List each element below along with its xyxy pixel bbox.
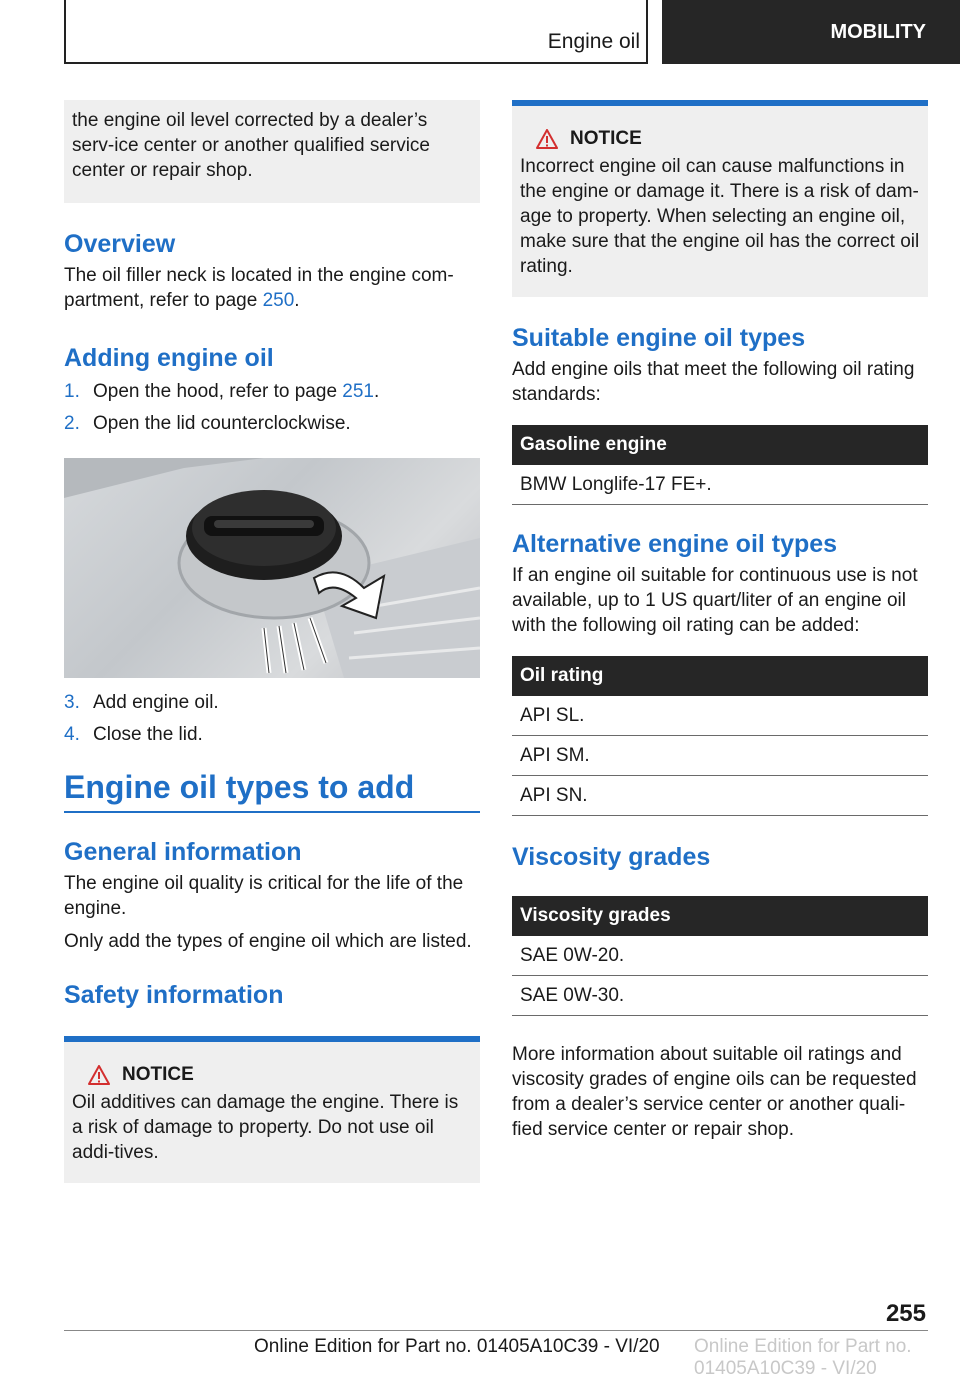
warning-triangle-icon (88, 1065, 110, 1085)
table-row: SAE 0W-20. (512, 936, 928, 976)
suitable-heading: Suitable engine oil types (512, 324, 806, 352)
alternative-heading: Alternative engine oil types (512, 530, 838, 558)
general-section (64, 837, 480, 954)
footer-watermark: Online Edition for Part no. 01405A10C39 - VI/20 (694, 1336, 912, 1379)
adding-section (64, 343, 480, 436)
viscosity-table (512, 896, 928, 1016)
step-text: Add engine oil. (93, 692, 219, 713)
table-row: BMW Longlife-17 FE+. (512, 465, 928, 505)
steps-list-b (64, 690, 480, 747)
alternative-section (512, 529, 928, 638)
step-text: Close the lid. (93, 724, 203, 745)
header-chapter-label: MOBILITY (830, 20, 926, 43)
overview-text (64, 263, 480, 313)
left-column (64, 100, 480, 1183)
general-heading: General information (64, 838, 302, 866)
types-heading: Engine oil types to add (64, 769, 415, 805)
step-number: 2. (64, 413, 80, 434)
oil-notice-text: Incorrect engine oil can cause malfunctions in the engine or damage it. There is a risk of dam‐age to property. When selecting an engine oil, make sure that the engine oil has the correct oil rating. (520, 156, 920, 277)
overview-text-prefix: The oil filler neck is located in the engine com‐partment, refer to page (64, 265, 454, 311)
oil-notice-title-row (536, 128, 920, 150)
right-column (512, 100, 928, 1142)
suitable-text: Add engine oils that meet the following oil rating standards: (512, 359, 915, 405)
footer-divider (64, 1330, 928, 1331)
safety-section (64, 980, 480, 1010)
more-info-text: More information about suitable oil ratings and viscosity grades of engine oils can be requested from a dealer’s service center or another quali‐fied service center or repair shop. (512, 1044, 917, 1140)
oil-rating-table-header: Oil rating (512, 656, 928, 696)
page-link-250[interactable]: 250 (262, 290, 295, 311)
viscosity-section (512, 842, 928, 872)
step-number: 4. (64, 724, 80, 745)
step-text-body: Open the hood, refer to page (93, 381, 343, 402)
general-text-2: Only add the types of engine oil which are listed. (64, 931, 472, 952)
adding-heading: Adding engine oil (64, 344, 274, 372)
table-row: SAE 0W-30. (512, 976, 928, 1016)
steps-list-a (64, 379, 480, 436)
oil-filler-cap-illustration (64, 458, 480, 678)
list-item (64, 690, 480, 715)
alternative-text: If an engine oil suitable for continuous use is not available, up to 1 US quart/liter of an engine oil with the following oil rating can be added: (512, 565, 918, 636)
suitable-section (512, 323, 928, 407)
intro-note (64, 100, 480, 203)
viscosity-heading: Viscosity grades (512, 843, 711, 871)
oil-notice (512, 100, 928, 297)
gasoline-engine-table (512, 425, 928, 505)
list-item (64, 722, 480, 747)
oil-rating-table (512, 656, 928, 816)
warning-triangle-icon (536, 129, 558, 149)
safety-notice-text: Oil additives can damage the engine. There is a risk of damage to property. Do not use oil addi‐tives. (72, 1092, 459, 1163)
table-row: API SL. (512, 696, 928, 736)
oil-cap-drawing (64, 458, 480, 678)
table-row: API SM. (512, 736, 928, 776)
list-item (64, 411, 480, 436)
viscosity-table-header: Viscosity grades (512, 896, 928, 936)
overview-heading: Overview (64, 230, 176, 258)
list-item (64, 379, 480, 404)
footer-edition-text: Online Edition for Part no. 01405A10C39 - VI/20 (254, 1336, 660, 1357)
step-text (93, 379, 379, 404)
safety-heading: Safety information (64, 981, 284, 1009)
step-number: 3. (64, 692, 80, 713)
overview-text-suffix: . (294, 290, 300, 311)
safety-notice-title-row (88, 1064, 472, 1086)
step-text-suffix: . (374, 381, 380, 402)
gasoline-table-header: Gasoline engine (512, 425, 928, 465)
page-link-251[interactable]: 251 (342, 381, 374, 402)
intro-note-text: the engine oil level corrected by a dealer’s serv‐ice center or another qualified service center or repair shop. (72, 110, 431, 181)
table-row: API SN. (512, 776, 928, 816)
overview-section (64, 229, 480, 313)
safety-notice (64, 1036, 480, 1183)
header-chapter-tab (662, 0, 960, 64)
types-heading-wrap (64, 767, 480, 813)
header-section-title: Engine oil (547, 30, 640, 53)
page-number: 255 (885, 1300, 926, 1327)
general-text-1: The engine oil quality is critical for the life of the engine. (64, 873, 464, 919)
oil-notice-title: NOTICE (570, 128, 642, 149)
safety-notice-title: NOTICE (122, 1064, 194, 1085)
step-text: Open the lid counterclockwise. (93, 413, 351, 434)
step-number: 1. (64, 381, 80, 402)
